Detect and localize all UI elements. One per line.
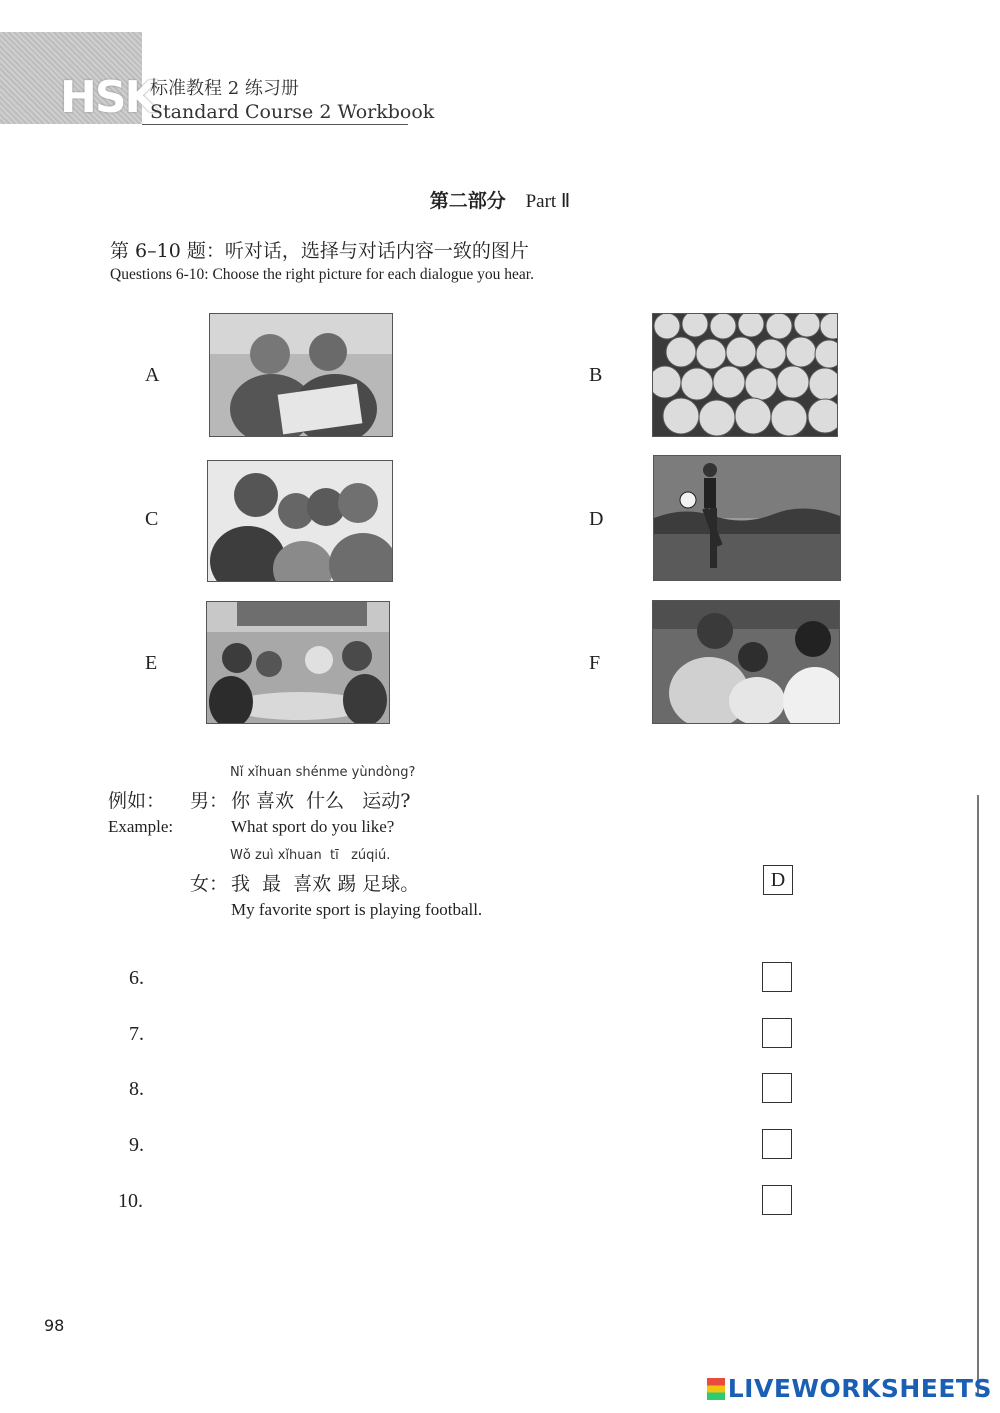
instructions-cn: 第 6–10 题：听对话，选择与对话内容一致的图片: [110, 240, 529, 262]
hsk-logo: HSK: [60, 72, 157, 123]
option-label-b: B: [589, 364, 603, 386]
example-female-cn: 我 最 喜欢 踢 足球。: [231, 873, 420, 895]
picture-b-apples: [652, 313, 838, 437]
question-number-10: 10.: [118, 1190, 143, 1212]
page-edge-rule: [977, 795, 979, 1395]
answer-box-9[interactable]: [762, 1129, 792, 1159]
example-female-speaker: 女：: [190, 873, 229, 895]
picture-a-couple-reading: [209, 313, 393, 437]
picture-d-football-player: [653, 455, 841, 581]
question-number-7: 7.: [129, 1023, 144, 1045]
example-answer-box: D: [763, 865, 793, 895]
header-title-en: Standard Course 2 Workbook: [150, 101, 435, 123]
example-male-pinyin: Nǐ xǐhuan shénme yùndòng?: [230, 765, 416, 780]
example-male-en: What sport do you like?: [231, 817, 395, 836]
answer-box-10[interactable]: [762, 1185, 792, 1215]
header-title-cn: 标准教程 2 练习册: [150, 78, 299, 99]
example-label-en: Example:: [108, 817, 174, 836]
picture-e-friends-at-table: [206, 601, 390, 724]
option-label-f: F: [589, 652, 601, 674]
option-label-e: E: [145, 652, 158, 674]
answer-box-6[interactable]: [762, 962, 792, 992]
option-label-c: C: [145, 508, 159, 530]
example-male-speaker: 男：: [190, 790, 229, 812]
liveworksheets-text: LIVEWORKSHEETS: [727, 1374, 992, 1403]
liveworksheets-watermark: [707, 1374, 992, 1403]
picture-f-teacher-and-children: [652, 600, 840, 724]
question-number-8: 8.: [129, 1078, 144, 1100]
page-number: 98: [44, 1316, 65, 1335]
header-underline: [142, 124, 408, 125]
option-label-d: D: [589, 508, 604, 530]
picture-c-laughing-friends: [207, 460, 393, 582]
part-title-cn: 第二部分: [429, 190, 506, 212]
example-female-en: My favorite sport is playing football.: [231, 900, 483, 919]
example-female-pinyin: Wǒ zuì xǐhuan tī zúqiú.: [230, 848, 391, 863]
example-male-cn: 你 喜欢 什么 运动?: [231, 790, 411, 812]
question-number-6: 6.: [129, 967, 144, 989]
question-number-9: 9.: [129, 1134, 144, 1156]
instructions-en: Questions 6-10: Choose the right picture for each dialogue you hear.: [110, 266, 534, 283]
answer-box-7[interactable]: [762, 1018, 792, 1048]
example-label-cn: 例如：: [108, 790, 166, 812]
liveworksheets-logo-icon: [707, 1378, 725, 1400]
option-label-a: A: [145, 364, 160, 386]
part-title: [0, 186, 1000, 213]
answer-box-8[interactable]: [762, 1073, 792, 1103]
part-title-en: Part Ⅱ: [525, 191, 571, 212]
